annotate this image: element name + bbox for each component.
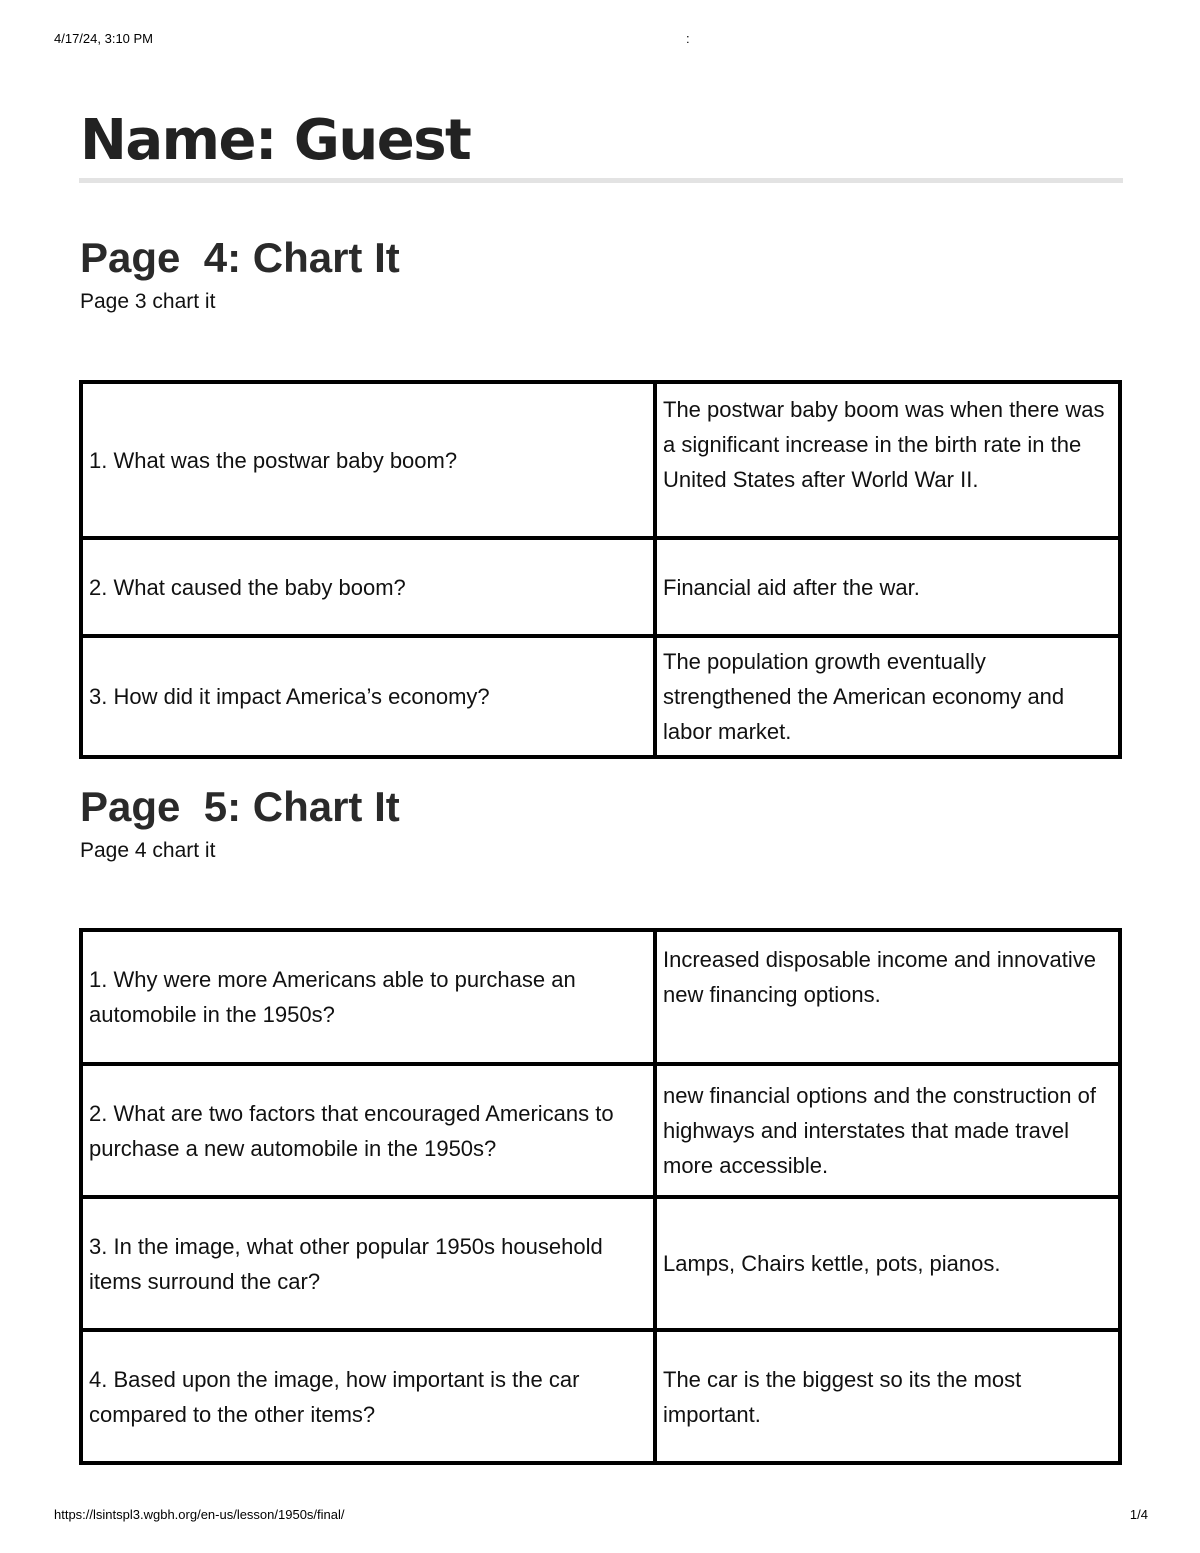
answer-cell: The postwar baby boom was when there was a significant increase in the birth rate in the United States after World War II.	[655, 382, 1120, 538]
chart-table-page-5	[79, 928, 1122, 1465]
question-cell: 1. What was the postwar baby boom?	[81, 382, 655, 538]
print-header-mark: :	[686, 31, 690, 46]
name-heading: Name: Guest	[80, 108, 471, 173]
answer-cell: Increased disposable income and innovative new financing options.	[655, 930, 1120, 1064]
answer-cell: The population growth eventually strengthened the American economy and labor market.	[655, 636, 1120, 757]
section-title-page-5: Page 5: Chart It	[80, 783, 400, 830]
answer-cell: new financial options and the construction of highways and interstates that made travel more accessible.	[655, 1064, 1120, 1197]
table-row	[81, 538, 1120, 636]
answer-cell: The car is the biggest so its the most important.	[655, 1330, 1120, 1463]
question-cell: 2. What caused the baby boom?	[81, 538, 655, 636]
question-cell: 3. In the image, what other popular 1950s household items surround the car?	[81, 1197, 655, 1330]
question-cell: 4. Based upon the image, how important is the car compared to the other items?	[81, 1330, 655, 1463]
section-title-page-4: Page 4: Chart It	[80, 234, 400, 281]
table-row	[81, 1330, 1120, 1463]
table-row	[81, 1064, 1120, 1197]
question-cell: 3. How did it impact America’s economy?	[81, 636, 655, 757]
question-cell: 2. What are two factors that encouraged Americans to purchase a new automobile in the 1950s?	[81, 1064, 655, 1197]
answer-cell: Financial aid after the war.	[655, 538, 1120, 636]
answer-cell: Lamps, Chairs kettle, pots, pianos.	[655, 1197, 1120, 1330]
section-subtitle-page-4: Page 3 chart it	[80, 290, 216, 313]
table-row	[81, 382, 1120, 538]
print-datetime: 4/17/24, 3:10 PM	[54, 31, 154, 46]
section-subtitle-page-5: Page 4 chart it	[80, 839, 216, 862]
table-row	[81, 1197, 1120, 1330]
question-cell: 1. Why were more Americans able to purchase an automobile in the 1950s?	[81, 930, 655, 1064]
heading-divider	[79, 178, 1123, 183]
table-row	[81, 636, 1120, 757]
chart-table-page-4	[79, 380, 1122, 759]
print-page-indicator: 1/4	[1129, 1507, 1148, 1522]
table-row	[81, 930, 1120, 1064]
print-footer-url: https://lsintspl3.wgbh.org/en-us/lesson/1950s/final/	[54, 1507, 345, 1522]
